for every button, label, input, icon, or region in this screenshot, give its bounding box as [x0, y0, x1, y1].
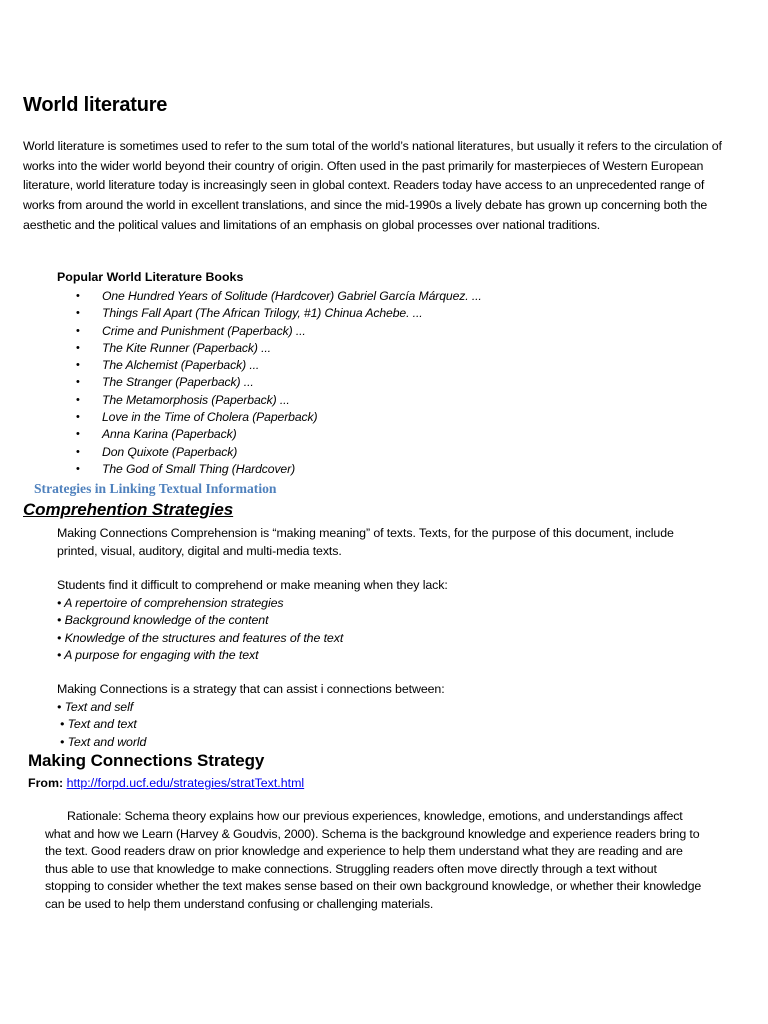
source-link[interactable]: http://forpd.ucf.edu/strategies/stratText.html	[66, 776, 305, 790]
bullet-icon: •	[76, 411, 80, 424]
bullet-icon: •	[76, 359, 80, 372]
from-label: From:	[28, 776, 64, 790]
connections-intro: Making Connections is a strategy that can assist i connections between:	[57, 682, 445, 696]
difficulty-intro: Students find it difficult to comprehend or make meaning when they lack:	[57, 578, 448, 592]
connections-section	[57, 681, 697, 751]
list-item: • A purpose for engaging with the text	[57, 648, 259, 662]
bullet-icon: •	[76, 324, 80, 337]
intro-paragraph: World literature is sometimes used to refer to the sum total of the world’s national literatures, but usually it refers to the circulation of works into the wider world beyond their country of origin. Often used in the past primarily for masterpieces of Western European literature, world literature today is increasingly seen in global context. Readers today have access to an unprecedented range of works from around the world in excellent translations, and since the mid-1990s a lively debate has grown up concerning both the aesthetic and the political values and limitations of an emphasis on global processes over national traditions.	[23, 139, 722, 232]
books-heading: Popular World Literature Books	[57, 270, 244, 284]
source-line	[28, 774, 304, 792]
strategies-heading: Strategies in Linking Textual Information	[34, 481, 277, 496]
rationale-paragraph: Rationale: Schema theory explains how our previous experiences, knowledge, emotions, and understandings affect what and how we Learn (Harvey & Goudvis, 2000). Schema is the background knowledge and experience readers bring to the text. Good readers draw on prior knowledge and experience to help them understand what they are reading and are thus able to use that knowledge to make connections. Struggling readers often move directly through a text without stopping to consider whether the text makes sense based on their own background knowledge, or whether their knowledge can be used to help them understand confusing or challenging materials.	[45, 809, 702, 911]
strategy-heading: Making Connections Strategy	[28, 751, 265, 770]
list-item: • Text and world	[60, 734, 147, 749]
comprehension-heading: Comprehention Strategies	[23, 500, 234, 519]
document-page: World literature World literature is sometimes used to refer to the sum total of the world’s national literatures, but usually it refers to the circulation of works into the wider world beyond their country of origin. Often used in the past primarily for masterpieces of Western European literature, world literature today is increasingly seen in global context. Readers today have access to an unprecedented range of works from around the world in excellent translations, and since the mid-1990s a lively debate has grown up concerning both the aesthetic and the political values and limitations of an emphasis on global processes over national traditions. Popular World Literature Books • One Hundred Years of Solitude (Hardcover) Gabriel García Márquez. ... • Things Fall Apart (The African Trilogy, #1) Chinua Achebe. ... • Crime and Punishment (Paperback) ... • The Kite Runner (Paperback) ... • The Alchemist (Paperback) ... • The Stranger (Paperback) ... • The Metamorphosis (Paperback) ... • Love in the Time of Cholera (Paperback) • Anna Karina (Paperback) • Don Quixote (Paperback) • The God of Small Thing (Hardcover) Strategies in Linking Textual Information Comprehention Strategies Making Connections Comprehension is “making meaning” of texts. Texts, for the purpose of this document, include printed, visual, auditory, digital and multi-media texts. Students find it difficult to comprehend or make meaning when they lack: • A repertoire of comprehension strategies • Background knowledge of the content • Knowledge of the structures and features of the text • A purpose for engaging with the text Making Connections is a strategy that can assist i connections between: • Text and self • Text and text • Text and world Making Connections Strategy From: http://forpd.ucf.edu/strategies/stratText.html Rationale: Schema theory explains how our previous experiences, knowledge, emotions, and understandings affect what and how we Learn (Harvey & Goudvis, 2000). Schema is the background knowledge and experience readers bring to the text. Good readers draw on prior knowledge and experience to help them understand what they are reading and are thus able to use that knowledge to make connections. Struggling readers often move directly through a text without stopping to consider whether the text makes sense based on their own background knowledge, or whether their knowledge can be used to help them understand confusing or challenging materials.	[0, 0, 768, 1024]
list-item: • Text and text	[60, 717, 137, 731]
bullet-icon: •	[76, 307, 80, 320]
list-item: • A repertoire of comprehension strategies	[57, 595, 284, 610]
bullet-icon: •	[76, 428, 80, 441]
bullet-icon: •	[76, 376, 80, 389]
list-item: • Text and self	[57, 699, 134, 714]
bullet-icon: •	[76, 290, 80, 302]
bullet-icon: •	[76, 393, 80, 406]
page-title: World literature	[23, 94, 168, 116]
bullet-icon: •	[76, 341, 80, 354]
list-item: • Knowledge of the structures and features of the text	[57, 630, 344, 645]
list-item: • Background knowledge of the content	[57, 613, 269, 627]
making-connections-intro: Making Connections Comprehension is “making meaning” of texts. Texts, for the purpose of this document, include printed, visual, auditory, digital and multi-media texts.	[57, 526, 674, 558]
bullet-icon: •	[76, 462, 80, 475]
bullet-icon: •	[76, 445, 80, 458]
lack-section	[57, 577, 697, 665]
